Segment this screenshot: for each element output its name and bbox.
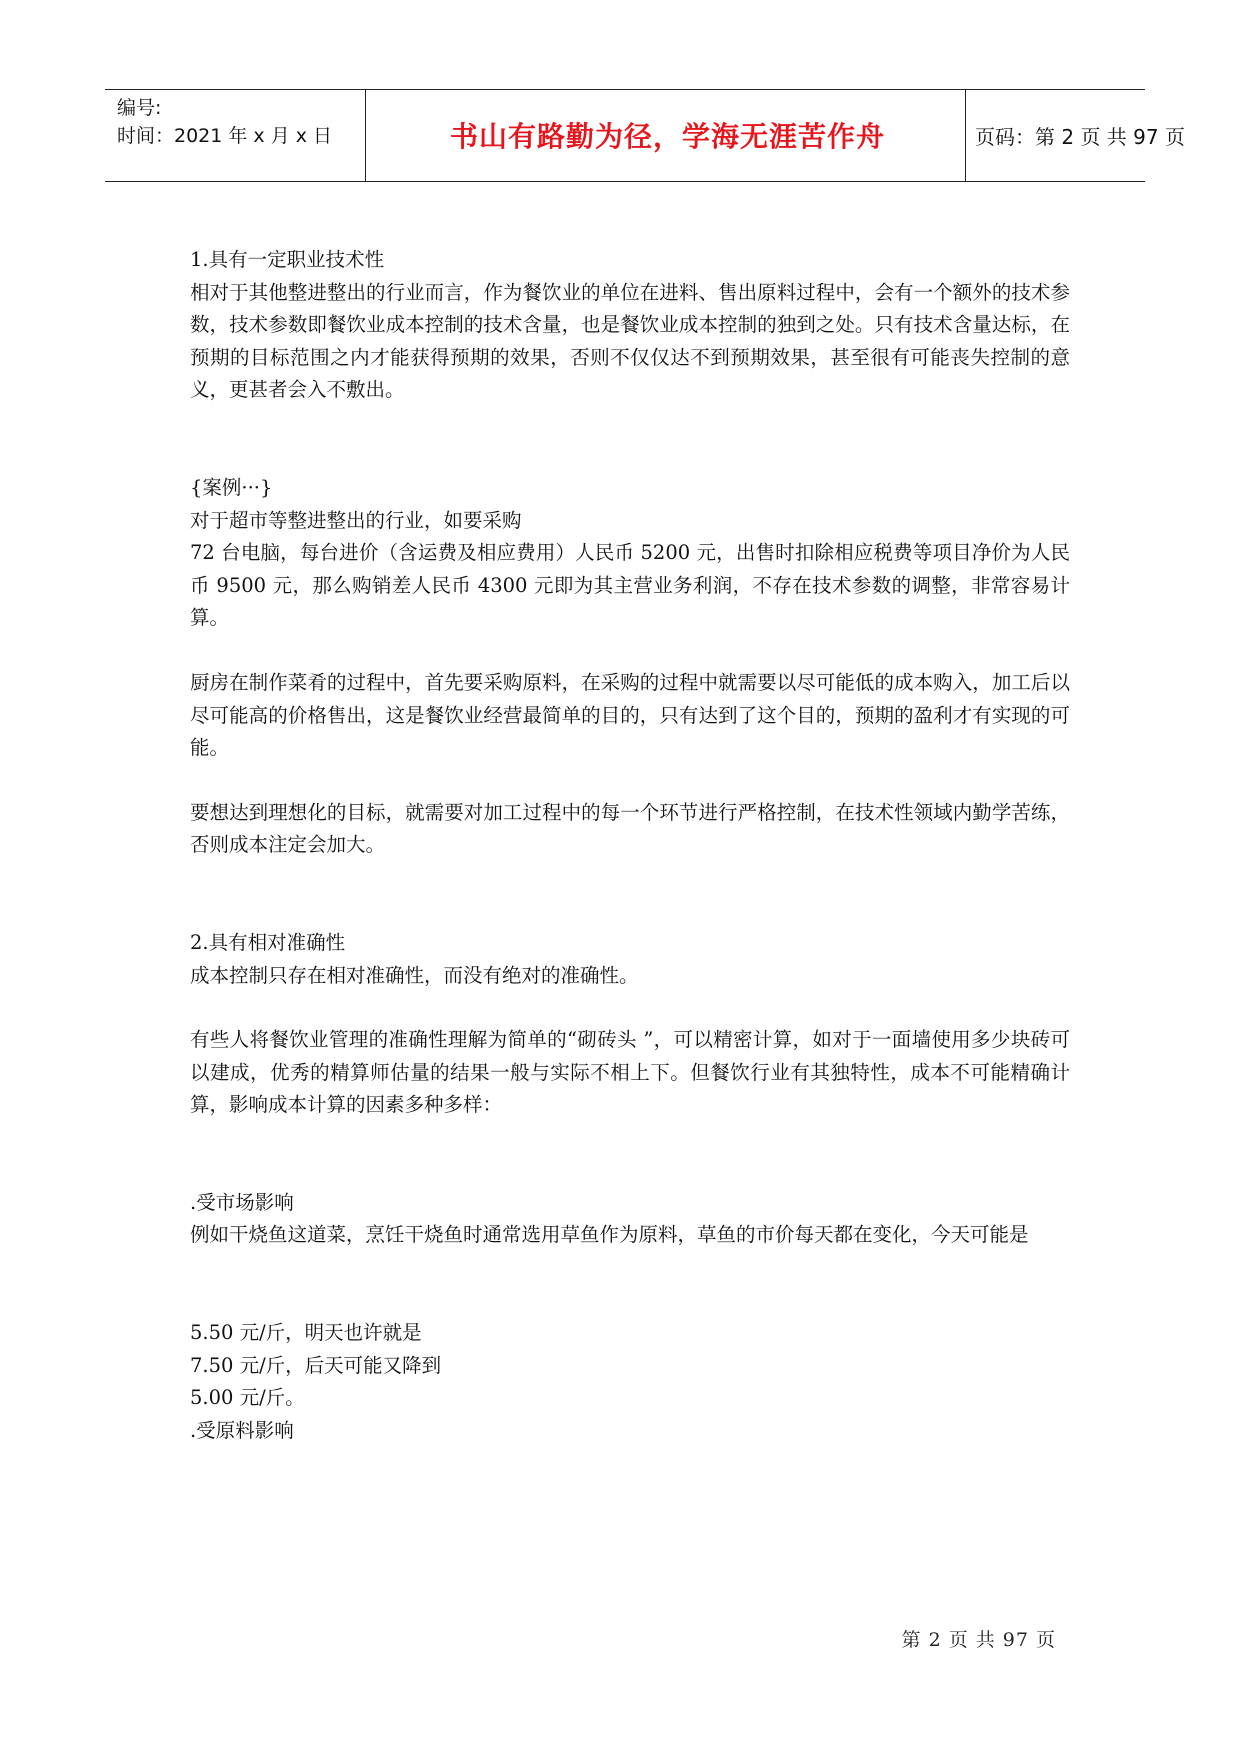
document-body [190, 244, 1070, 1447]
market-title: .受市场影响 [190, 1190, 294, 1214]
price-line-2: 7.50 元/斤，后天可能又降到 [190, 1353, 442, 1377]
brick-paragraph: 有些人将餐饮业管理的准确性理解为简单的“砌砖头 ”，可以精密计算，如对于一面墙使用多少块砖可以建成，优秀的精算师估量的结果一般与实际不相上下。但餐饮行业有其独特性，成本不可能精确计算，影响成本计算的因素多种多样： [190, 1028, 1070, 1117]
document-number-label: 编号: [117, 97, 162, 119]
document-time: 时间：2021 年 x 月 x 日 [117, 125, 333, 147]
header-meta [117, 94, 332, 150]
case-label: {案例···} [190, 475, 273, 499]
section1-paragraph: 相对于其他整进整出的行业而言，作为餐饮业的单位在进料、售出原料过程中，会有一个额外的技术参数，技术参数即餐饮业成本控制的技术含量，也是餐饮业成本控制的独到之处。只有技术含量达标，在预期的目标范围之内才能获得预期的效果，否则不仅仅达不到预期效果，甚至很有可能丧失控制的意义，更甚者会入不敷出。 [190, 280, 1070, 402]
kitchen-paragraph: 厨房在制作菜肴的过程中，首先要采购原料，在采购的过程中就需要以尽可能低的成本购入，加工后以尽可能高的价格售出，这是餐饮业经营最简单的目的，只有达到了这个目的，预期的盈利才有实现的可能。 [190, 670, 1070, 760]
price-line-1: 5.50 元/斤，明天也许就是 [190, 1321, 422, 1345]
header-page-info: 页码：第 2 页 共 97 页 [975, 124, 1185, 149]
section2-intro: 成本控制只存在相对准确性，而没有绝对的准确性。 [190, 963, 639, 987]
header-divider-left [365, 90, 366, 181]
case-paragraph: 72 台电脑，每台进价（含运费及相应费用）人民币 5200 元，出售时扣除相应税费等项目净价为人民币 9500 元，那么购销差人民币 4300 元即为其主营业务利润，不存在技术参数的调整，非常容易计算。 [190, 541, 1070, 630]
section2-title: 2.具有相对准确性 [190, 930, 346, 954]
price-line-3: 5.00 元/斤。 [190, 1386, 305, 1410]
header-motto: 书山有路勤为径，学海无涯苦作舟 [449, 120, 885, 153]
section1-title: 1.具有一定职业技术性 [190, 248, 385, 271]
page-header [105, 89, 1185, 182]
ideal-paragraph: 要想达到理想化的目标，就需要对加工过程中的每一个环节进行严格控制，在技术性领域内勤学苦练，否则成本注定会加大。 [190, 800, 1070, 857]
material-title: .受原料影响 [190, 1418, 294, 1442]
page-footer-number: 第 2 页 共 97 页 [901, 1629, 1056, 1651]
header-divider-right [965, 90, 966, 181]
case-intro: 对于超市等整进整出的行业，如要采购 [190, 508, 522, 532]
market-paragraph: 例如干烧鱼这道菜，烹饪干烧鱼时通常选用草鱼作为原料，草鱼的市价每天都在变化，今天可能是 [190, 1223, 1029, 1247]
